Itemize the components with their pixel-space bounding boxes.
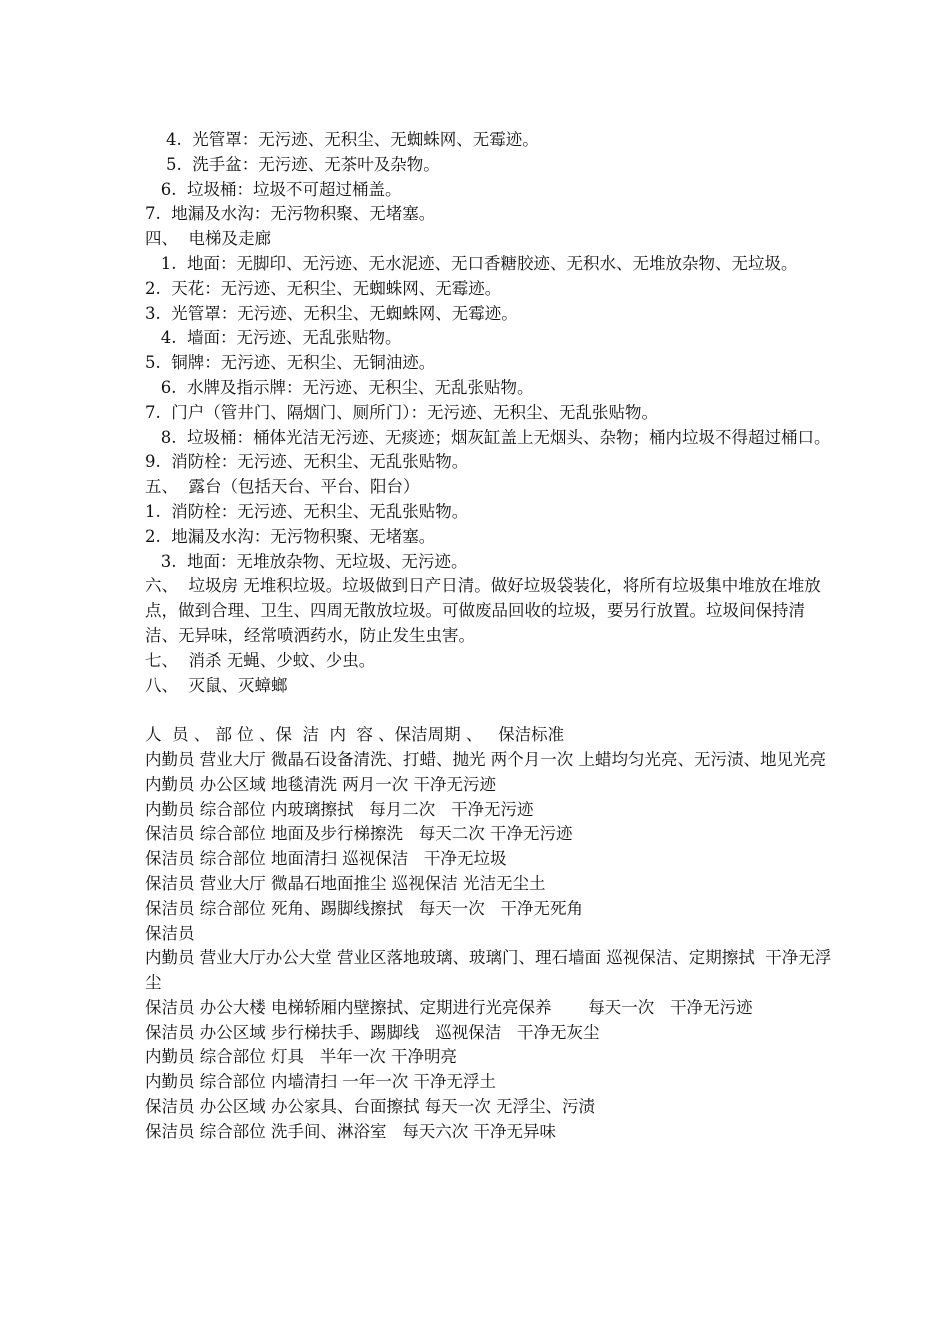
item-terrace-drain: 2. 地漏及水沟：无污物积聚、无堵塞。 <box>145 526 436 546</box>
table-row: 保洁员 办公区域 办公家具、台面擦拭 每天一次 无浮尘、污渍 <box>145 1097 595 1117</box>
table-row: 内勤员 营业大厅办公大堂 营业区落地玻璃、玻璃门、理石墙面 巡视保洁、定期擦拭 干净无浮尘 <box>145 948 832 993</box>
table-row: 保洁员 综合部位 地面及步行梯擦洗 每天二次 干净无污迹 <box>145 824 573 844</box>
table-row: 保洁员 综合部位 洗手间、淋浴室 每天六次 干净无异味 <box>145 1121 556 1141</box>
table-row: 内勤员 综合部位 内墙清扫 一年一次 干净无浮土 <box>145 1072 496 1092</box>
table-row: 内勤员 营业大厅 微晶石设备清洗、打蜡、抛光 两个月一次 上蜡均匀光亮、无污渍、地见光亮 <box>145 749 826 769</box>
item-elevator-floor: 1. 地面：无脚印、无污迹、无水泥迹、无口香糖胶迹、无积水、无堆放杂物、无垃圾。 <box>145 253 798 273</box>
document-page <box>145 128 835 1145</box>
item-terrace-hydrant: 1. 消防栓：无污迹、无积尘、无乱张贴物。 <box>145 501 469 521</box>
item-doors: 7. 门户（管井门、隔烟门、厕所门）：无污迹、无积尘、无乱张贴物。 <box>145 402 658 422</box>
item-elevator-light-cover: 3. 光管罩：无污迹、无积尘、无蜘蛛网、无霉迹。 <box>145 303 518 323</box>
section-heading-terrace: 五、 露台（包括天台、平台、阳台） <box>145 477 420 497</box>
table-row: 保洁员 办公区域 步行梯扶手、踢脚线 巡视保洁 干净无灰尘 <box>145 1022 600 1042</box>
table-row: 保洁员 办公大楼 电梯轿厢内壁擦拭、定期进行光亮保养 每天一次 干净无污迹 <box>145 997 753 1017</box>
table-header: 人 员 、 部 位 、保 洁 内 容 、保洁周期 、 保洁标准 <box>145 725 565 745</box>
table-row: 保洁员 综合部位 死角、踢脚线擦拭 每天一次 干净无死角 <box>145 898 583 918</box>
item-trash-bin: 6. 垃圾桶：垃圾不可超过桶盖。 <box>145 179 402 199</box>
item-fire-hydrant: 9. 消防栓：无污迹、无积尘、无乱张贴物。 <box>145 452 469 472</box>
item-wall: 4. 墙面：无污迹、无乱张贴物。 <box>145 328 402 348</box>
item-terrace-floor: 3. 地面：无堆放杂物、无垃圾、无污迹。 <box>145 551 468 571</box>
item-floor-drain: 7. 地漏及水沟：无污物积聚、无堵塞。 <box>145 204 436 224</box>
table-row: 保洁员 综合部位 地面清扫 巡视保洁 干净无垃圾 <box>145 849 507 869</box>
item-light-cover: 4. 光管罩：无污迹、无积尘、无蜘蛛网、无霉迹。 <box>145 130 539 149</box>
item-elevator-trash-bin: 8. 垃圾桶：桶体光洁无污迹、无痰迹；烟灰缸盖上无烟头、杂物；桶内垃圾不得超过桶口。 <box>145 427 831 447</box>
blank-line <box>145 698 835 723</box>
item-signboard: 6. 水牌及指示牌：无污迹、无积尘、无乱张贴物。 <box>145 377 534 397</box>
section-pest-control: 七、 消杀 无蝇、少蚊、少虫。 <box>145 650 376 670</box>
section-rodent-control: 八、 灭鼠、灭蟑螂 <box>145 675 288 695</box>
section-garbage-room: 六、 垃圾房 无堆积垃圾。垃圾做到日产日清。做好垃圾袋装化，将所有垃圾集中堆放在堆放点，做到合理、卫生、四周无散放垃圾。可做废品回收的垃圾，要另行放置。垃圾间保持清洁、无异味，经常喷洒药水，防止发生虫害。 <box>145 576 821 645</box>
table-row: 保洁员 <box>145 923 195 943</box>
item-ceiling: 2. 天花：无污迹、无积尘、无蜘蛛网、无霉迹。 <box>145 278 502 298</box>
table-row: 内勤员 办公区域 地毯清洗 两月一次 干净无污迹 <box>145 774 496 794</box>
table-row: 内勤员 综合部位 灯具 半年一次 干净明亮 <box>145 1047 457 1067</box>
table-row: 内勤员 综合部位 内玻璃擦拭 每月二次 干净无污迹 <box>145 799 534 819</box>
item-brass-plate: 5. 铜牌：无污迹、无积尘、无铜油迹。 <box>145 353 436 373</box>
table-row: 保洁员 营业大厅 微晶石地面推尘 巡视保洁 光洁无尘土 <box>145 873 546 893</box>
section-heading-elevator: 四、 电梯及走廊 <box>145 229 271 249</box>
item-washbasin: 5. 洗手盆：无污迹、无茶叶及杂物。 <box>145 154 440 174</box>
